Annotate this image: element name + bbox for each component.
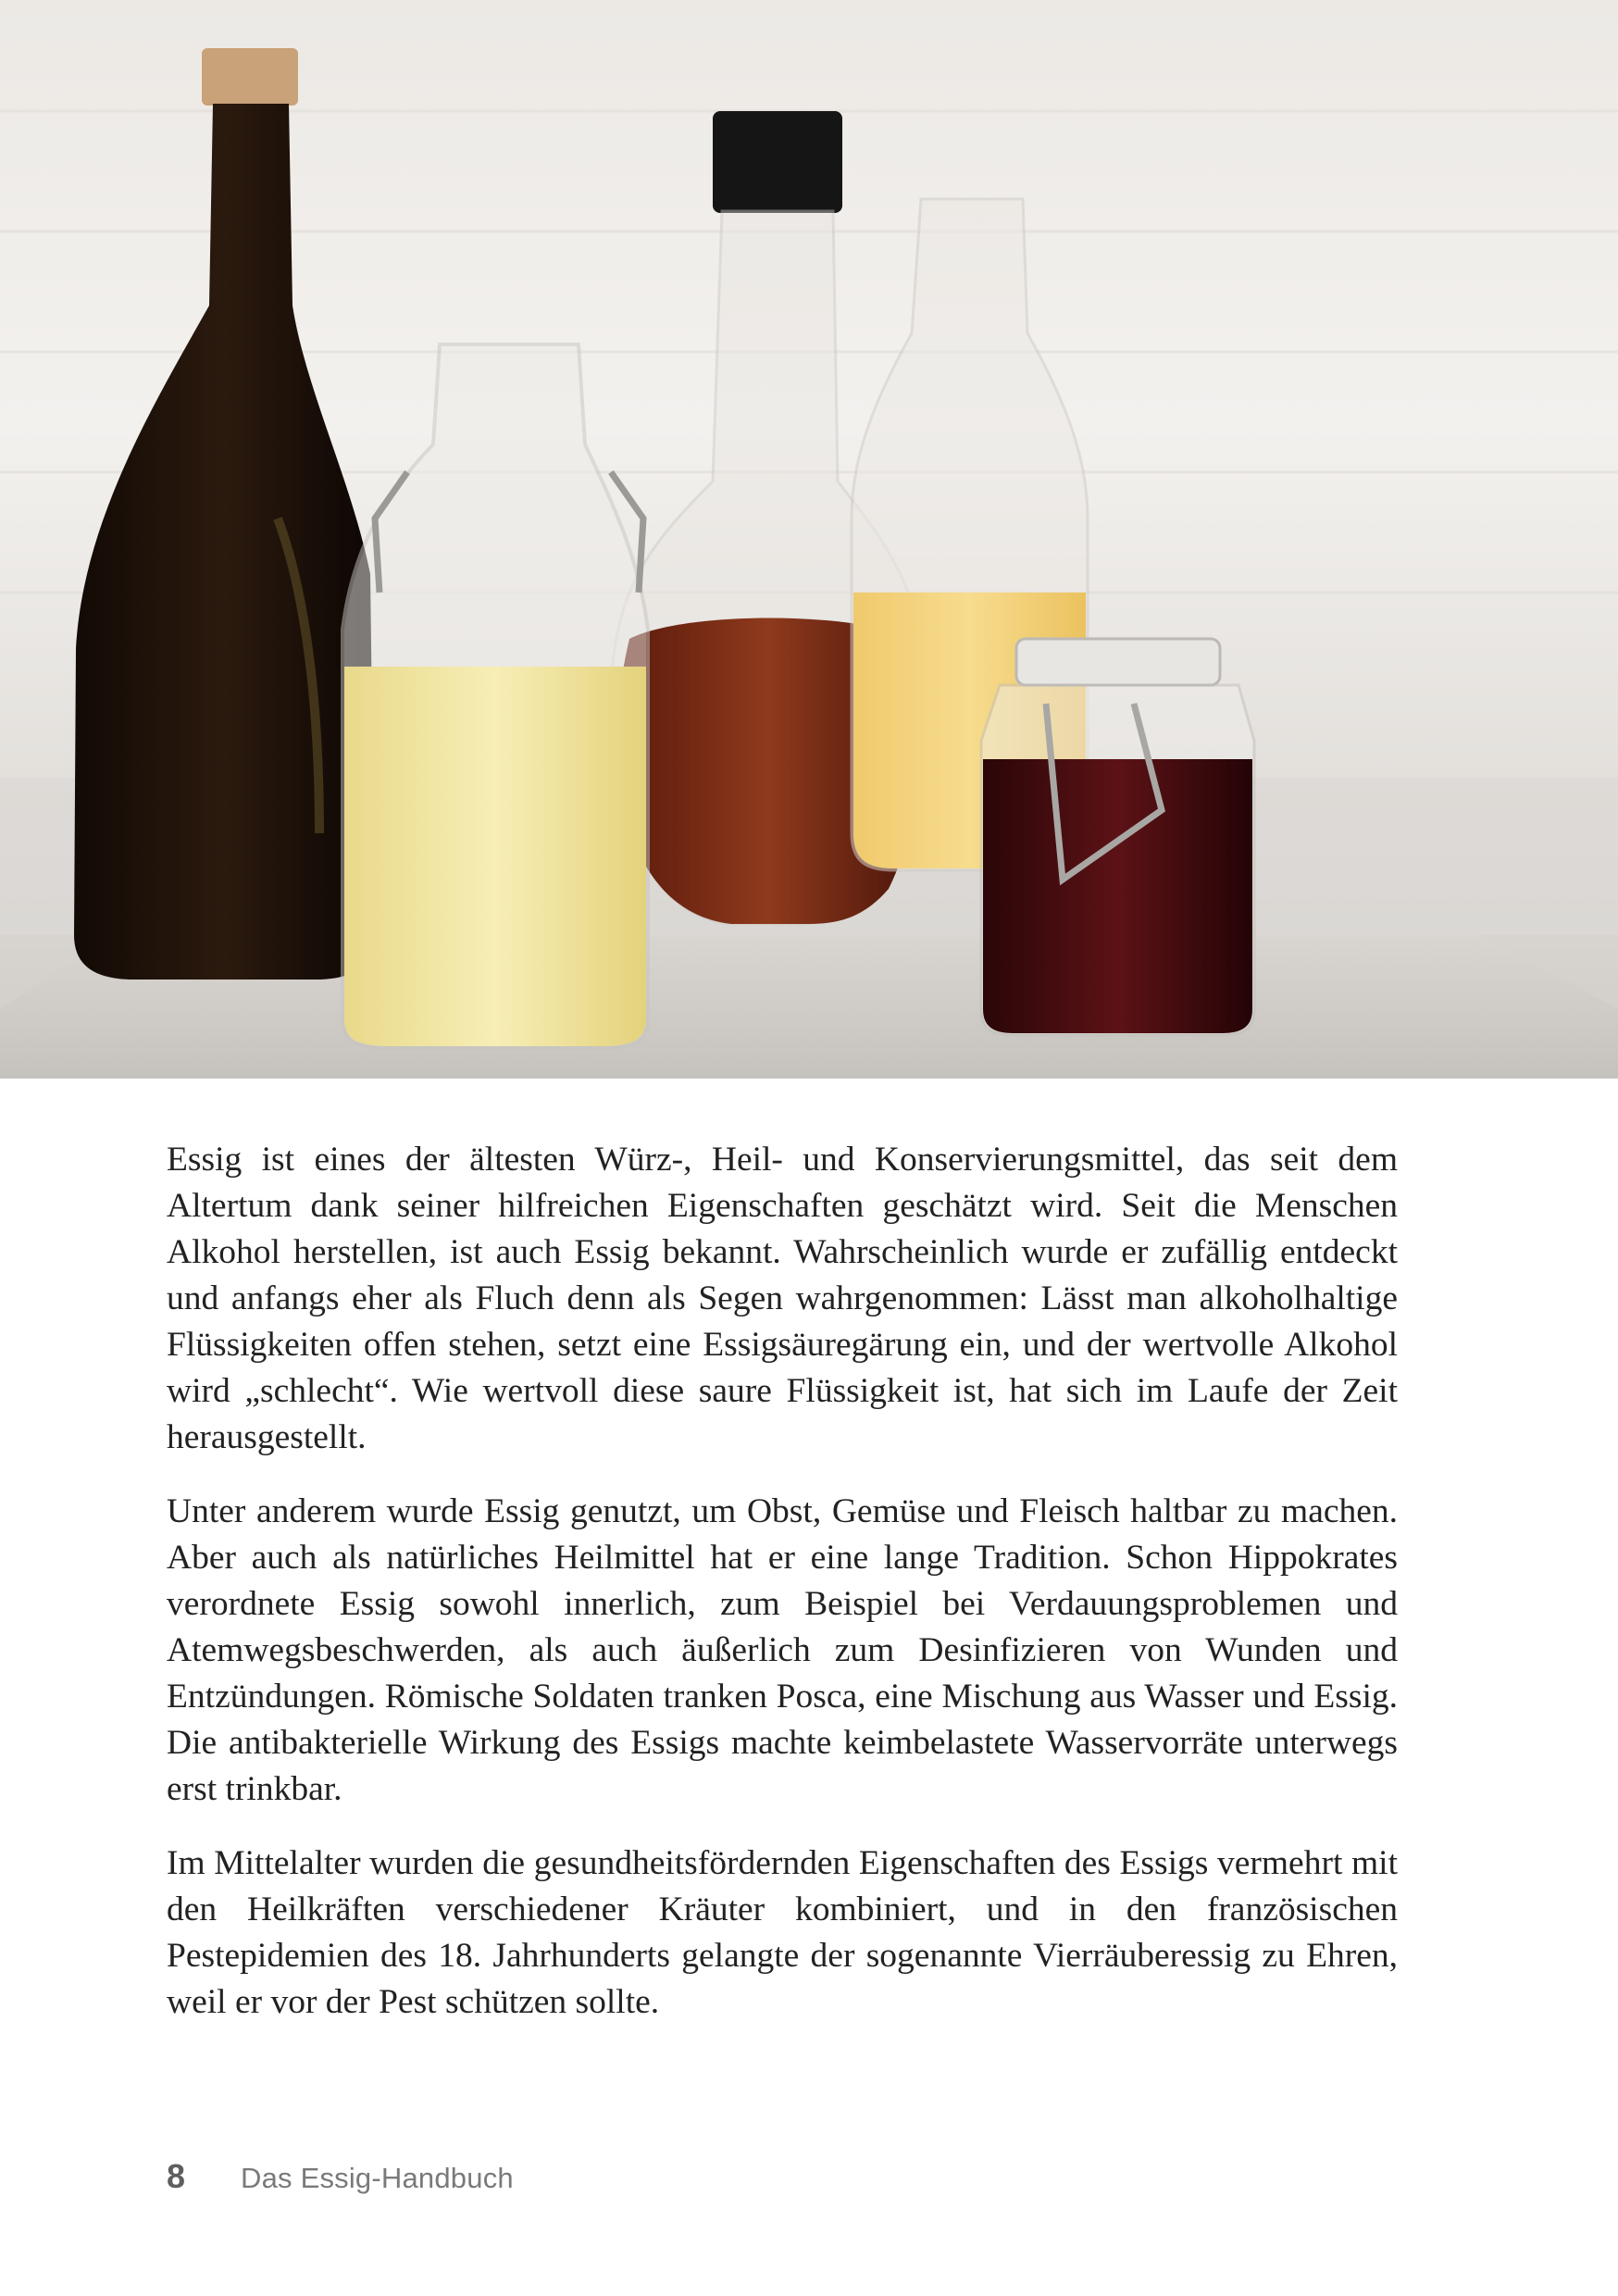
body-text bbox=[167, 1137, 1398, 2053]
paragraph-1: Essig ist eines der ältesten Würz-, Heil- und Konservierungsmittel, das seit dem Altertum dank seiner hilfreichen Eigenschaften geschätzt wird. Seit die Menschen Alkohol herstellen, ist auch Essig bekannt. Wahrscheinlich wurde er zufällig entdeckt und anfangs eher als Fluch denn als Segen wahrgenommen: Lässt man alkoholhaltige Flüssigkeiten offen stehen, setzt eine Essigsäuregärung ein, und der wertvolle Alkohol wird „schlecht“. Wie wertvoll diese saure Flüssigkeit ist, hat sich im Laufe der Zeit herausgestellt. bbox=[167, 1141, 1398, 1456]
page-number: 8 bbox=[167, 2157, 186, 2195]
vinegar-bottles-photo bbox=[0, 0, 1618, 1079]
paragraph-2: Unter anderem wurde Essig genutzt, um Obst, Gemüse und Fleisch haltbar zu machen. Aber auch als natürliches Heilmittel hat er eine lange Tradition. Schon Hippokrates verordnete Essig sowohl innerlich, zum Beispiel bei Verdauungsproblemen und Atemwegsbeschwerden, als auch äußerlich zum Desinfizieren von Wunden und Entzündungen. Römische Soldaten tranken Posca, eine Mischung aus Wasser und Essig. Die antibakterielle Wirkung des Essigs machte keimbelastete Wasservorräte unterwegs erst trinkbar. bbox=[167, 1492, 1398, 1808]
book-title: Das Essig-Handbuch bbox=[241, 2162, 514, 2194]
paragraph-3: Im Mittelalter wurden die gesundheitsfördernden Eigenschaften des Essigs vermehrt mit den Heilkräften verschiedener Kräuter kombiniert, und in den französischen Pestepidemien des 18. Jahrhunderts gelangte der sogenannte Vierräuberessig zu Ehren, weil er vor der Pest schützen sollte. bbox=[167, 1844, 1398, 2021]
page-footer bbox=[167, 2157, 514, 2196]
